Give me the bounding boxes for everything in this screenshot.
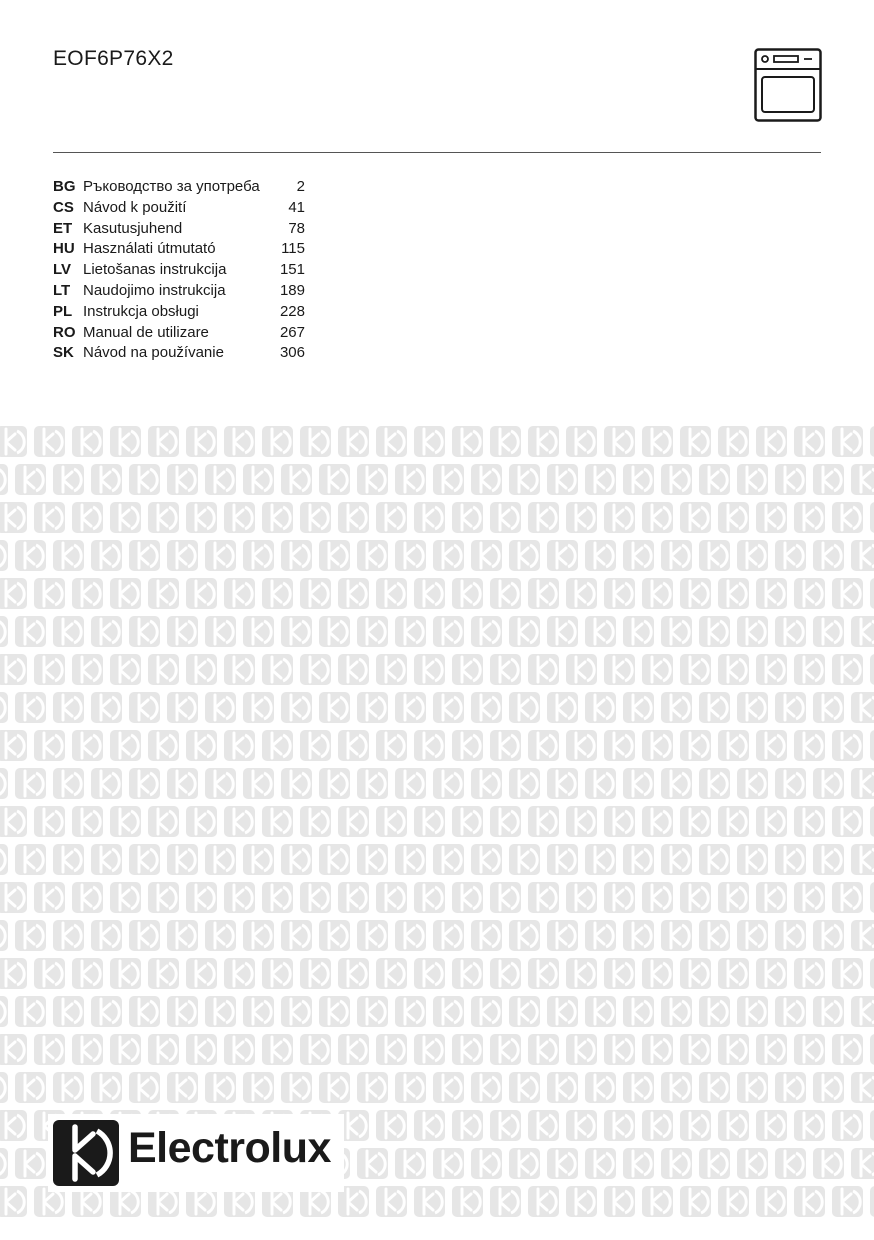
toc-row[interactable] [53, 219, 305, 240]
toc-row[interactable] [53, 177, 305, 198]
toc-manual-title: Instrukcja obsługi [83, 302, 199, 320]
toc-page-number: 151 [279, 261, 305, 279]
toc-page-number: 115 [281, 240, 305, 258]
language-table-of-contents [53, 177, 305, 364]
toc-page-number: 267 [279, 323, 305, 341]
toc-row[interactable] [53, 323, 305, 344]
toc-language-code: BG [53, 178, 76, 195]
toc-language-code: CS [53, 198, 74, 216]
toc-page-number: 78 [288, 219, 305, 237]
toc-manual-title: Manual de utilizare [83, 323, 209, 341]
toc-row[interactable] [53, 281, 305, 302]
toc-page-number: 228 [279, 302, 305, 320]
toc-page-number: 2 [296, 178, 305, 195]
toc-manual-title: Lietošanas instrukcija [83, 261, 227, 279]
oven-icon [754, 48, 822, 122]
toc-row[interactable] [53, 343, 305, 364]
electrolux-pattern-background [0, 420, 874, 1220]
toc-row[interactable] [53, 198, 305, 219]
header-divider [53, 152, 821, 153]
toc-manual-title: Használati útmutató [83, 240, 216, 258]
toc-language-code: LV [53, 261, 72, 279]
toc-language-code: ET [53, 219, 73, 237]
toc-page-number: 306 [279, 344, 305, 362]
electrolux-logo-icon [53, 1120, 119, 1186]
toc-language-code: PL [53, 302, 73, 320]
toc-manual-title: Ръководство за употреба [83, 178, 260, 195]
toc-page-number: 41 [288, 198, 305, 216]
toc-manual-title: Návod na používanie [83, 344, 224, 362]
toc-language-code: HU [53, 240, 75, 258]
toc-page-number: 189 [279, 281, 305, 299]
model-number: EOF6P76X2 [53, 47, 174, 70]
toc-language-code: RO [53, 323, 76, 341]
brand-wordmark: Electrolux [128, 1124, 331, 1172]
toc-manual-title: Kasutusjuhend [83, 219, 183, 237]
toc-row[interactable] [53, 260, 305, 281]
toc-row[interactable] [53, 239, 305, 260]
toc-row[interactable] [53, 302, 305, 323]
toc-manual-title: Návod k použití [83, 198, 187, 216]
toc-language-code: LT [53, 281, 71, 299]
toc-language-code: SK [53, 344, 74, 362]
toc-manual-title: Naudojimo instrukcija [83, 281, 226, 299]
